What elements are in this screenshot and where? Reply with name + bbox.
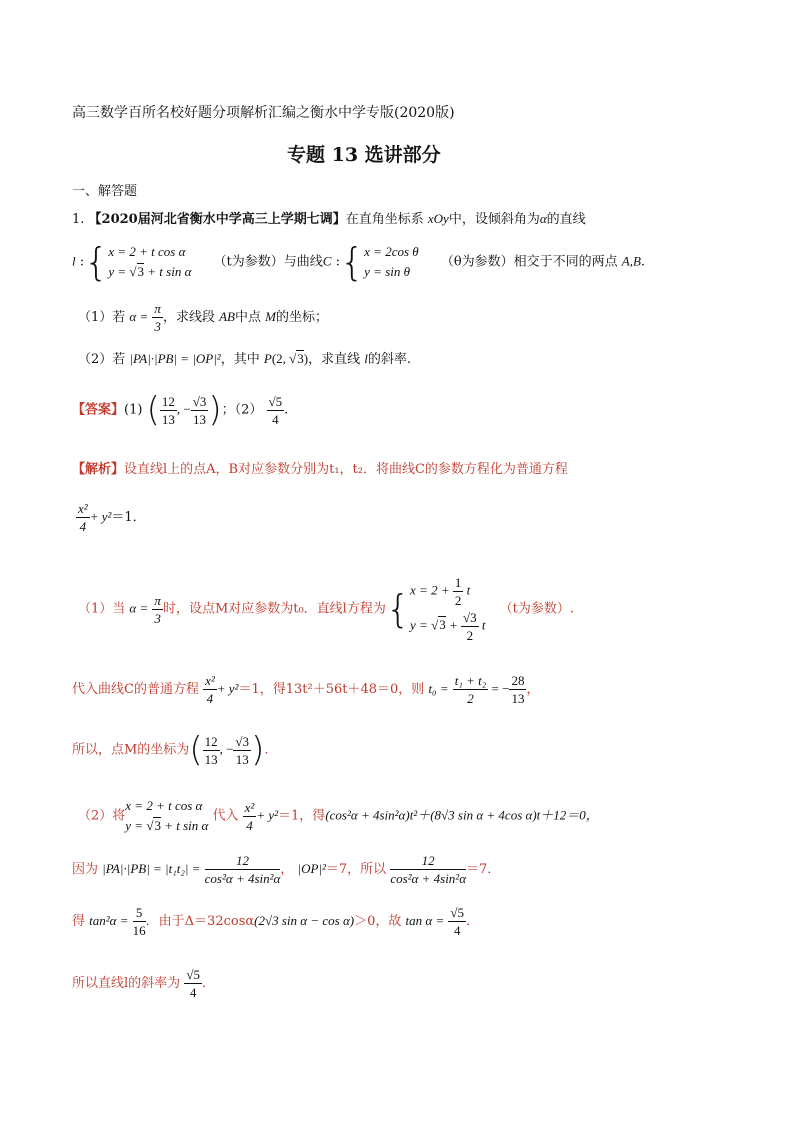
alpha-eq: α = bbox=[129, 309, 149, 324]
frac-x2-4: $\frac{\text{x²}}{4}$ bbox=[78, 501, 88, 534]
analysis-step-7: 所以直线l的斜率为 $\frac{√5}{4}$ ． bbox=[72, 967, 215, 1000]
s4-t2: t²＋ bbox=[409, 807, 431, 823]
answer-part1: (1) bbox=[124, 402, 143, 418]
s7-suffix: ． bbox=[201, 976, 215, 991]
frac-sqrt5-4: $\frac{√5}{4}$ bbox=[268, 393, 283, 427]
ellipse-equation: $\frac{\text{x²}}{4}$ + y²＝1． bbox=[78, 501, 146, 534]
s5-mid2: ＝7，所以 bbox=[325, 862, 387, 877]
s6-prefix: 得 bbox=[72, 914, 86, 929]
line-param-system: x = 2 + $\frac{1}{2}$ t y = √3 + $\frac{√3}{2}$ t bbox=[410, 575, 486, 643]
frac-12-13: $\frac{12}{13}$ bbox=[161, 393, 175, 427]
s1-mid: 时，设点M对应参数为t₀．直线l方程为 bbox=[162, 601, 386, 617]
line-l-system: x = 2 + t cos α y = √3 + t sin α bbox=[108, 244, 192, 279]
frac-sqrt3-13: $\frac{√3}{13}$ bbox=[192, 393, 207, 427]
s5-prefix: 因为 bbox=[72, 862, 99, 877]
curve-c-label: C bbox=[322, 253, 332, 269]
answer-part2: ；（2） bbox=[221, 402, 263, 418]
problem-number: 1. bbox=[72, 212, 85, 227]
s1-prefix: （1）当 bbox=[78, 601, 126, 617]
line-l: l bbox=[364, 351, 368, 366]
analysis-step-4: （2）将 x = 2 + t cos α y = √3 + t sin α 代入 $\frac{\text{x²}}{4}$ + y²＝1，得(cos²α + 4sin²α)t²＋(8√3 sin α + 4cos α)t＋12＝0， bbox=[78, 798, 599, 833]
point-m: M bbox=[265, 309, 276, 324]
question-1 bbox=[78, 300, 328, 335]
coord-system: xOy bbox=[427, 211, 449, 226]
s4-mid2: ＝1，得 bbox=[278, 808, 326, 824]
s2-mid: ＝1，得13t²＋56t＋48＝0，则 bbox=[238, 682, 425, 697]
problem-source: 【2020届河北省衡水中学高三上学期七调】 bbox=[88, 212, 346, 227]
analysis-step-6: 得 tan²α = $\frac{5}{16}$ ．由于Δ＝32cosα(2√3 sin α − cos α)＞0，故 tan α = $\frac{√5}{4}$ ． bbox=[72, 905, 480, 938]
s7-prefix: 所以直线l的斜率为 bbox=[72, 976, 181, 991]
brace-l: { bbox=[84, 240, 109, 284]
s6-mid2: ＞0，故 bbox=[354, 914, 402, 929]
eq-end: ＝1． bbox=[111, 510, 146, 525]
q2-prefix: （2）若 bbox=[78, 352, 126, 367]
question-2 bbox=[78, 348, 411, 367]
alpha-symbol: α bbox=[539, 211, 547, 226]
analysis-text-1: 设直线l上的点A，B对应参数分别为t₁，t₂．将曲线C的参数方程化为普通方程 bbox=[124, 462, 568, 477]
paren-close: ) bbox=[208, 390, 222, 430]
q2-mid2: ，求直线 bbox=[308, 352, 361, 367]
s2-suffix: ， bbox=[526, 682, 540, 697]
answer-line: 【答案】(1) ( $\frac{12}{13}$ , − $\frac{√3}{13}$ )；（2） $\frac{√5}{4}$ . bbox=[72, 390, 289, 430]
points-ab: A,B bbox=[621, 253, 641, 269]
s4-mid: 代入 bbox=[212, 808, 239, 824]
paren-open: ( bbox=[146, 390, 160, 430]
segment-ab: AB bbox=[219, 309, 235, 324]
problem-line-2: l :{ x = 2 + t cos α y = √3 + t sin α （t为参数）与曲线C :{ x = 2cos θ y = sin θ （θ为参数）相交于不同的两点 A,B. bbox=[72, 240, 646, 284]
brace-c: { bbox=[339, 240, 365, 284]
line-l-label: l bbox=[72, 253, 76, 269]
analysis-step-3: 所以，点M的坐标为( $\frac{12}{13}$ , − $\frac{√3}{13}$ ). bbox=[72, 730, 269, 770]
point-p: P(2, √3) bbox=[263, 351, 309, 366]
problem-intro: 在直角坐标系 bbox=[345, 212, 424, 227]
section-heading: 一、解答题 bbox=[72, 184, 138, 199]
q1-mid2: 中点 bbox=[234, 310, 261, 325]
pi-over-3-b: $\frac{\pi}{3}$ bbox=[154, 592, 161, 626]
s1-suffix: （t为参数）. bbox=[499, 601, 575, 617]
analysis-step-5: 因为 |PA|·|PB| = |t₁t₂| = $\frac{12}{\text{cos²α + 4sin²α}}$ ， |OP|²＝7，所以 $\frac{12}{\text{cos²α + 4sin²α}}$ ＝7． bbox=[72, 853, 501, 886]
page-title: 专题 13 选讲部分 bbox=[287, 144, 441, 166]
q1-prefix: （1）若 bbox=[78, 310, 126, 325]
s6-mid: ．由于Δ＝32cosα bbox=[145, 914, 255, 929]
q2-suffix: 的斜率. bbox=[367, 352, 412, 367]
brace-line: { bbox=[385, 587, 411, 631]
s3-suffix: . bbox=[264, 742, 269, 758]
answer-label: 【答案】 bbox=[72, 402, 125, 418]
q2-mid: ，其中 bbox=[220, 352, 260, 367]
analysis-step-2: 代入曲线C的普通方程 $\frac{\text{x²}}{4}$ + y²＝1，得13t²＋56t＋48＝0，则 t₀ = $\frac{\text{t₁ + t₂}}{2}$ = − $\frac{28}{13}$ ， bbox=[72, 673, 540, 706]
param-note-t: （t为参数）与曲线 bbox=[213, 254, 323, 270]
curve-c-system: x = 2cos θ y = sin θ bbox=[364, 244, 419, 279]
problem-intro-c: 的直线 bbox=[546, 212, 586, 227]
s4-suffix: t＋12＝0， bbox=[536, 807, 599, 823]
s5-mid: ， bbox=[280, 862, 294, 877]
analysis-step-1: （1）当 α = $\frac{\pi}{3}$ 时，设点M对应参数为t₀．直线l方程为{ x = 2 + $\frac{1}{2}$ t y = √3 + $\frac{√3}{2}$ t （t为参数）. bbox=[78, 575, 575, 643]
analysis-label: 【解析】 bbox=[72, 462, 125, 477]
problem-line-1 bbox=[72, 208, 586, 227]
doc-header: 高三数学百所名校好题分项解析汇编之衡水中学专版(2020版) bbox=[72, 105, 455, 121]
s4-prefix: （2）将 bbox=[78, 808, 126, 824]
s6-suffix: ． bbox=[466, 914, 480, 929]
s2-prefix: 代入曲线C的普通方程 bbox=[72, 682, 199, 697]
q1-mid: ，求线段 bbox=[162, 310, 215, 325]
pi-over-3: $\frac{\pi}{3}$ bbox=[154, 301, 161, 334]
problem-intro-b: 中，设倾斜角为 bbox=[448, 212, 540, 227]
param-note-theta: （θ为参数）相交于不同的两点 bbox=[440, 254, 618, 270]
q1-suffix: 的坐标； bbox=[275, 310, 328, 325]
q2-condition: |PA|·|PB| = |OP|² bbox=[129, 351, 221, 366]
analysis-line-1 bbox=[72, 458, 568, 477]
s3-prefix: 所以，点M的坐标为 bbox=[72, 742, 190, 758]
s5-suffix: ＝7． bbox=[466, 862, 501, 877]
